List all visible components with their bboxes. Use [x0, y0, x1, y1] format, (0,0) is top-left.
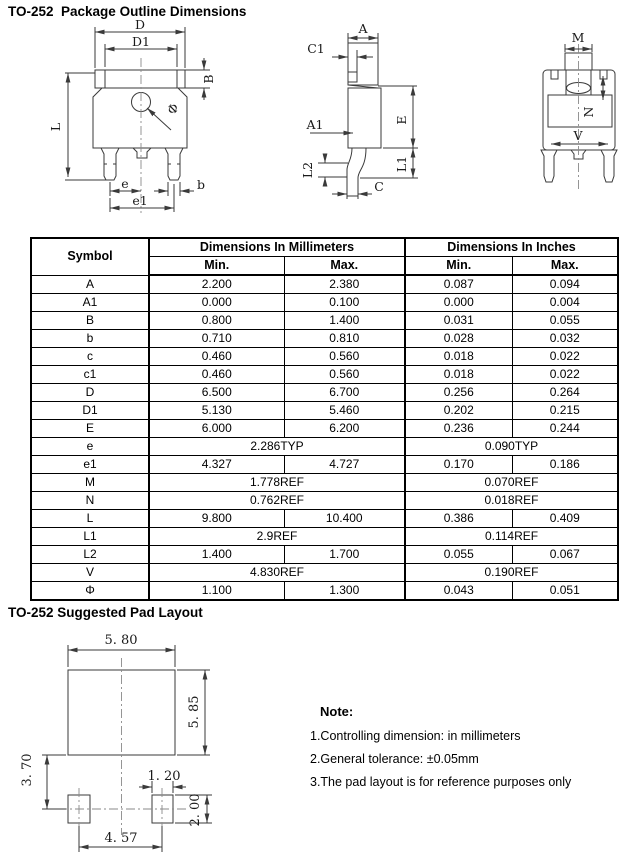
cell-mm-min: 0.800 — [149, 312, 284, 330]
col-header-min: Min. — [405, 257, 512, 276]
cell-in-max: 0.067 — [512, 546, 618, 564]
cell-in-ref: 0.190REF — [405, 564, 618, 582]
cell-in-max: 0.022 — [512, 366, 618, 384]
cell-mm-min: 4.327 — [149, 456, 284, 474]
pad-dim-width: 5. 80 — [104, 633, 138, 648]
cell-mm-min: 0.710 — [149, 330, 284, 348]
table-row — [31, 528, 618, 546]
cell-symbol: A1 — [31, 294, 149, 312]
table-row — [31, 582, 618, 601]
cell-mm-max: 0.560 — [284, 348, 405, 366]
dim-label-e: e — [121, 176, 129, 191]
cell-in-min: 0.087 — [405, 275, 512, 294]
cell-in-max: 0.051 — [512, 582, 618, 601]
cell-in-max: 0.094 — [512, 275, 618, 294]
cell-in-max: 0.055 — [512, 312, 618, 330]
cell-in-min: 0.018 — [405, 366, 512, 384]
cell-symbol: V — [31, 564, 149, 582]
col-header-min: Min. — [149, 257, 284, 276]
note-item: 1.Controlling dimension: in millimeters — [310, 729, 521, 743]
cell-mm-min: 0.460 — [149, 366, 284, 384]
cell-mm-typ: 2.286TYP — [149, 438, 405, 456]
table-row — [31, 510, 618, 528]
cell-in-min: 0.000 — [405, 294, 512, 312]
dim-label-A1: A1 — [306, 117, 324, 132]
cell-mm-min: 1.100 — [149, 582, 284, 601]
cell-in-max: 0.409 — [512, 510, 618, 528]
pad-dim-pad-height: 2. 00 — [188, 793, 203, 827]
cell-mm-max: 2.380 — [284, 275, 405, 294]
cell-symbol: b — [31, 330, 149, 348]
cell-symbol: D1 — [31, 402, 149, 420]
cell-in-ref: 0.114REF — [405, 528, 618, 546]
dim-label-D1: D1 — [132, 34, 150, 49]
dim-label-M: M — [571, 30, 585, 45]
front-dimensions — [65, 27, 210, 212]
dim-label-A: A — [358, 21, 368, 36]
cell-in-max: 0.244 — [512, 420, 618, 438]
cell-mm-max: 5.460 — [284, 402, 405, 420]
cell-mm-min: 5.130 — [149, 402, 284, 420]
cell-in-max: 0.004 — [512, 294, 618, 312]
cell-mm-max: 0.560 — [284, 366, 405, 384]
table-row — [31, 366, 618, 384]
cell-symbol: A — [31, 275, 149, 294]
cell-in-min: 0.170 — [405, 456, 512, 474]
table-header-row — [31, 238, 618, 257]
cell-mm-min: 0.000 — [149, 294, 284, 312]
cell-symbol: c — [31, 348, 149, 366]
cell-in-ref: 0.018REF — [405, 492, 618, 510]
dimensions-table — [30, 237, 619, 601]
cell-mm-min: 6.000 — [149, 420, 284, 438]
front-package-outline — [93, 70, 187, 180]
note-item: 3.The pad layout is for reference purposes only — [310, 775, 572, 789]
side-package-outline — [347, 43, 381, 196]
page-title: TO-252 Package Outline Dimensions — [8, 4, 247, 19]
cell-mm-min: 1.400 — [149, 546, 284, 564]
cell-in-min: 0.236 — [405, 420, 512, 438]
cell-symbol: D — [31, 384, 149, 402]
cell-symbol: e — [31, 438, 149, 456]
cell-in-min: 0.256 — [405, 384, 512, 402]
cell-in-min: 0.202 — [405, 402, 512, 420]
cell-in-max: 0.032 — [512, 330, 618, 348]
cell-mm-max: 1.400 — [284, 312, 405, 330]
note-heading: Note: — [320, 704, 354, 719]
table-row — [31, 294, 618, 312]
cell-mm-max: 6.200 — [284, 420, 405, 438]
cell-in-typ: 0.090TYP — [405, 438, 618, 456]
col-header-mm: Dimensions In Millimeters — [149, 238, 405, 257]
cell-mm-max: 1.300 — [284, 582, 405, 601]
pad-dim-pitch: 4. 57 — [104, 831, 138, 846]
dim-label-D: D — [134, 17, 146, 32]
dim-label-e1: e1 — [132, 193, 148, 208]
table-row — [31, 546, 618, 564]
table-row — [31, 492, 618, 510]
table-row — [31, 420, 618, 438]
cell-symbol: L2 — [31, 546, 149, 564]
cell-in-min: 0.031 — [405, 312, 512, 330]
dim-label-C1: C1 — [307, 41, 325, 56]
table-row — [31, 402, 618, 420]
col-header-inch: Dimensions In Inches — [405, 238, 618, 257]
table-row — [31, 275, 618, 294]
table-row — [31, 384, 618, 402]
note-block — [310, 704, 640, 794]
cell-mm-min: 6.500 — [149, 384, 284, 402]
table-row — [31, 312, 618, 330]
dim-label-N: N — [581, 106, 596, 118]
cell-in-ref: 0.070REF — [405, 474, 618, 492]
col-header-symbol: Symbol — [31, 238, 149, 275]
cell-mm-ref: 0.762REF — [149, 492, 405, 510]
cell-mm-max: 0.100 — [284, 294, 405, 312]
cell-in-min: 0.055 — [405, 546, 512, 564]
dim-label-V: V — [573, 128, 583, 143]
cell-symbol: N — [31, 492, 149, 510]
cell-mm-min: 2.200 — [149, 275, 284, 294]
pad-centerlines — [58, 658, 188, 835]
dim-label-B: B — [201, 74, 216, 84]
cell-in-min: 0.028 — [405, 330, 512, 348]
pad-dim-pad-width: 1. 20 — [147, 769, 181, 784]
dim-label-L: L — [48, 122, 63, 132]
cell-in-max: 0.186 — [512, 456, 618, 474]
cell-in-max: 0.264 — [512, 384, 618, 402]
cell-mm-max: 1.700 — [284, 546, 405, 564]
table-row — [31, 348, 618, 366]
dim-label-phi: Φ — [163, 99, 182, 118]
dim-label-C: C — [374, 179, 384, 194]
note-item: 2.General tolerance: ±0.05mm — [310, 752, 479, 766]
cell-in-max: 0.022 — [512, 348, 618, 366]
cell-symbol: E — [31, 420, 149, 438]
cell-mm-max: 6.700 — [284, 384, 405, 402]
cell-in-max: 0.215 — [512, 402, 618, 420]
dim-label-b: b — [196, 177, 206, 192]
cell-mm-min: 0.460 — [149, 348, 284, 366]
col-header-max: Max. — [512, 257, 618, 276]
cell-mm-ref: 2.9REF — [149, 528, 405, 546]
back-package-outline — [541, 53, 617, 182]
cell-mm-max: 10.400 — [284, 510, 405, 528]
dim-label-L1: L1 — [394, 155, 409, 173]
table-row — [31, 474, 618, 492]
back-view-drawing — [495, 20, 642, 230]
cell-symbol: Φ — [31, 582, 149, 601]
cell-symbol: L — [31, 510, 149, 528]
table-row — [31, 330, 618, 348]
dim-label-L2: L2 — [300, 161, 315, 179]
cell-symbol: c1 — [31, 366, 149, 384]
cell-mm-ref: 4.830REF — [149, 564, 405, 582]
pad-layout-title: TO-252 Suggested Pad Layout — [8, 605, 203, 620]
table-row — [31, 456, 618, 474]
cell-symbol: B — [31, 312, 149, 330]
cell-in-min: 0.018 — [405, 348, 512, 366]
side-view-drawing — [300, 20, 475, 230]
front-view-drawing — [48, 17, 240, 225]
dim-label-E: E — [394, 115, 409, 125]
pad-dim-height: 5. 85 — [187, 695, 202, 729]
table-row — [31, 564, 618, 582]
col-header-max: Max. — [284, 257, 405, 276]
pad-dim-offset: 3. 70 — [20, 753, 35, 787]
cell-mm-ref: 1.778REF — [149, 474, 405, 492]
cell-in-min: 0.386 — [405, 510, 512, 528]
cell-symbol: e1 — [31, 456, 149, 474]
cell-symbol: L1 — [31, 528, 149, 546]
cell-mm-min: 9.800 — [149, 510, 284, 528]
cell-symbol: M — [31, 474, 149, 492]
table-row — [31, 438, 618, 456]
cell-mm-max: 4.727 — [284, 456, 405, 474]
pad-layout-drawing — [20, 628, 235, 853]
cell-in-min: 0.043 — [405, 582, 512, 601]
cell-mm-max: 0.810 — [284, 330, 405, 348]
